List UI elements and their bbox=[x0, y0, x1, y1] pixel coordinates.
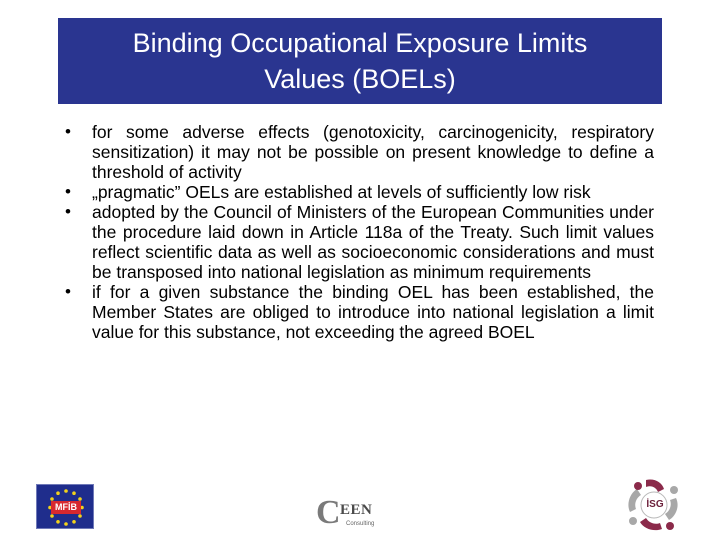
slide-title-line-1: Binding Occupational Exposure Limits bbox=[132, 28, 588, 58]
bullet-list bbox=[58, 122, 654, 342]
bullet-marker: • bbox=[65, 282, 71, 301]
bullet-marker: • bbox=[65, 202, 71, 221]
title-banner bbox=[58, 18, 662, 104]
bullet-text: for some adverse effects (genotoxicity, carcinogenicity, respiratory sensitization) it may not be possible on present knowledge to define a threshold of activity bbox=[92, 122, 654, 182]
ceen-logo-letter: C bbox=[316, 494, 341, 531]
isg-logo-label: İSG bbox=[646, 499, 664, 510]
bullet-marker: • bbox=[65, 182, 71, 201]
ceen-logo-subtitle: Consulting bbox=[346, 521, 375, 527]
bullet-marker: • bbox=[65, 122, 71, 141]
bullet-text: adopted by the Council of Ministers of the European Communities under the procedure laid down in Article 118a of the Treaty. Such limit values reflect scientific data as well as socioeconomic considerations and must be transposed into national legislation as minimum requirements bbox=[92, 202, 654, 282]
bullet-text: „pragmatic” OELs are established at levels of sufficiently low risk bbox=[92, 182, 591, 202]
bullet-item bbox=[58, 182, 654, 202]
bullet-item bbox=[58, 202, 654, 282]
ceen-logo-word: EEN bbox=[340, 502, 373, 518]
slide-title bbox=[80, 25, 640, 97]
eu-flag-logo bbox=[36, 484, 94, 529]
slide-title-line-2: Values (BOELs) bbox=[264, 64, 456, 94]
eu-logo-label: MFİB bbox=[51, 501, 81, 514]
ceen-logo bbox=[316, 494, 388, 534]
isg-logo bbox=[624, 476, 684, 534]
bullet-text: if for a given substance the binding OEL has been established, the Member States are obliged to introduce into national legislation a limit value for this substance, not exceeding the agreed BOEL bbox=[92, 282, 654, 342]
bullet-item bbox=[58, 122, 654, 182]
bullet-item bbox=[58, 282, 654, 342]
